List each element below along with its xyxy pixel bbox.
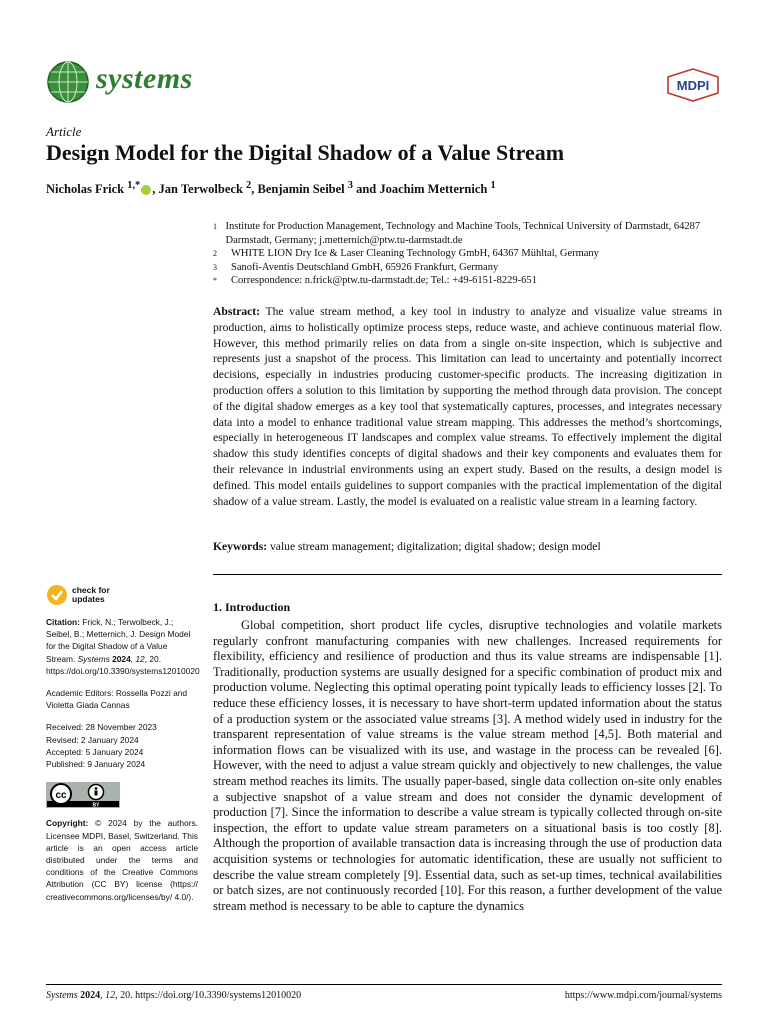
- citation-doi[interactable]: , 20. https://doi.org/10.3390/systems12010020: [46, 653, 200, 676]
- affiliation-text: Institute for Production Management, Technology and Machine Tools, Technical University of Darmstadt, 64287 Darmstadt, Germany; j.metternich@ptw.tu-darmstadt.de: [225, 221, 701, 246]
- keywords-label: Keywords:: [213, 540, 268, 553]
- author-name[interactable]: Nicholas Frick: [46, 182, 128, 197]
- author-name[interactable]: and Joachim Metternich: [352, 182, 491, 197]
- author-affil-sup: 1: [490, 180, 496, 191]
- keywords-text: value stream management; digitalization; digital shadow; design model: [267, 540, 601, 553]
- sidebar: [46, 584, 198, 903]
- keywords: [213, 540, 722, 553]
- author-list: [46, 180, 496, 197]
- author-affil-sup: 3: [347, 180, 353, 191]
- check-for-updates-icon: [46, 584, 68, 606]
- academic-editors: Academic Editors: Rossella Pozzi and Violetta Giada Cannas: [46, 688, 188, 711]
- affiliation-text: Sanofi-Aventis Deutschland GmbH, 65926 Frankfurt, Germany: [231, 261, 499, 273]
- author-affil-sup: 1,*: [127, 180, 141, 191]
- check-for-updates-button[interactable]: [46, 584, 198, 606]
- footer-divider: [46, 984, 722, 985]
- affiliation-item: [213, 274, 723, 288]
- citation: [46, 616, 198, 677]
- published-date: Published: 9 January 2024: [46, 759, 146, 770]
- journal-name: systems: [96, 62, 193, 95]
- dates: [46, 721, 198, 770]
- article-type: Article: [46, 124, 82, 139]
- affiliation-item: [213, 261, 723, 275]
- mdpi-logo[interactable]: [666, 68, 720, 102]
- copyright: [46, 817, 198, 902]
- received-date: Received: 28 November 2023: [46, 722, 157, 733]
- footer-doi[interactable]: , 20. https://doi.org/10.3390/systems12010020: [115, 990, 302, 1001]
- copyright-label: Copyright:: [46, 818, 89, 829]
- correspondence-text: Correspondence: n.frick@ptw.tu-darmstadt.de; Tel.: +49-6151-8229-651: [231, 275, 537, 286]
- author-name[interactable]: , Benjamin Seibel: [251, 182, 348, 197]
- abstract: [213, 304, 722, 509]
- revised-date: Revised: 2 January 2024: [46, 734, 139, 745]
- abstract-label: Abstract:: [213, 305, 261, 318]
- body-paragraph: Global competition, short product life cycles, disruptive technologies and volatile markets regularly confront manufacturing companies with new challenges. Increased requirements for flexibility, efficiency and resilience of production and thus its value streams are indispensable [1]. Traditionally, production systems are usually designed for a specific combination of product mix and production volume. Neglecting this optimal operating point typically leads to efficiency losses [2]. To reduce these efficiency losses, it is necessary to have short-term updated information about the status of a production system or the associated value streams [3]. A method widely used in industry for the transparent representation of value streams is the value stream method [4,5]. Both material and information flows can be visualized with its use, and wastage in the process can be revealed [6]. However, with the need to adjust a value stream quickly and objectively to new challenges, the value stream method reaches its limits. The usually paper-based, single data collection on-site only enables a subjective snapshot of a value stream and does not consider the dynamic development of production [7]. Since the information to describe a value stream is typically collected through on-site inspection, the effort to update value stream parameters on a situational basis is too costly [8]. Although the proportion of available transaction data is increasing through the use of production data acquisition systems or technologies for automatic identification, these are usually not sufficient to describe the value stream completely [9]. Essential data, such as set-up times, technical availabilities or batch sizes, are not continuously recorded [10]. For this reason, a further development of the value stream method is necessary to be able to capture the dynamics: [213, 618, 722, 913]
- citation-journal: Systems: [77, 653, 110, 664]
- citation-year: 2024: [109, 653, 131, 664]
- footer-citation: [46, 990, 301, 1001]
- journal-globe-logo: [46, 60, 90, 104]
- author-name[interactable]: , Jan Terwolbeck: [152, 182, 247, 197]
- cc-by-label: BY: [92, 802, 100, 809]
- citation-text: Frick, N.; Terwolbeck, J.; Seibel, B.; Metternich, J. Design Model for the Digital Shadow of a Value Stream.: [46, 617, 191, 664]
- divider: [213, 574, 722, 575]
- accepted-date: Accepted: 5 January 2024: [46, 746, 144, 757]
- affiliation-number: 3: [213, 262, 217, 272]
- affiliation-text: WHITE LION Dry Ice & Laser Cleaning Technology GmbH, 64367 Mühltal, Germany: [231, 248, 599, 259]
- check-for-updates-line1: check for: [72, 585, 110, 595]
- affiliation-item: [213, 247, 723, 261]
- author-affil-sup: 2: [246, 180, 252, 191]
- footer-journal: Systems: [46, 990, 78, 1001]
- svg-text:cc: cc: [55, 790, 67, 802]
- article-title: Design Model for the Digital Shadow of a Value Stream: [46, 140, 565, 165]
- orcid-icon[interactable]: [141, 185, 151, 195]
- footer-volume: , 12: [100, 990, 116, 1001]
- affiliations: [213, 220, 723, 288]
- affiliation-number: *: [213, 276, 217, 285]
- footer-year: 2024: [77, 990, 101, 1001]
- copyright-text: © 2024 by the authors. Licensee MDPI, Basel, Switzerland. This article is an open access article distributed under the terms and conditions of the Creative Commons Attribution (CC BY) license (https:// creativecommons.org/licenses/by/ 4.0/).: [46, 818, 198, 902]
- mdpi-logo-text: MDPI: [676, 78, 710, 93]
- abstract-text: The value stream method, a key tool in industry to analyze and visualize value streams in production, aims to holistically optimize process steps, reduce waste, and achieve continuous material flow. However, this method primarily relies on data from a single on-site inspection, which is subjective and represents just a snapshot of the process. This limitation can lead to uncertainty and potentially incorrect decisions, especially in industries producing customer-specific products. The increasing digitization in production offers a solution to this limitation by supporting the method through data provision. The concept of the digital shadow emerges as a key tool that systematically captures, processes, and integrates necessary data into a model to enhance traditional value stream mapping. This addresses the method’s shortcomings, especially in heterogeneous IT landscapes and complex value streams. To effectively implement the digital shadow this study identifies concepts of digital shadows and their key components and evaluates them for their relevance in industrial environments using an expert study. Based on the results, a design model is defined. This model entails guidelines to support companies with the practical implementation of the digital shadow of a value stream. Lastly, the model is evaluated on a realistic value stream in a learning factory.: [213, 305, 722, 508]
- cc-by-license-icon[interactable]: [46, 782, 120, 808]
- affiliation-item: [213, 220, 723, 247]
- check-for-updates-line2: updates: [72, 594, 105, 604]
- citation-label: Citation:: [46, 617, 80, 627]
- section-heading: 1. Introduction: [213, 600, 291, 614]
- affiliation-number: 2: [213, 249, 217, 258]
- affiliation-number: 1: [213, 222, 217, 231]
- footer-journal-url[interactable]: https://www.mdpi.com/journal/systems: [564, 990, 722, 1001]
- citation-volume: , 12: [130, 653, 145, 664]
